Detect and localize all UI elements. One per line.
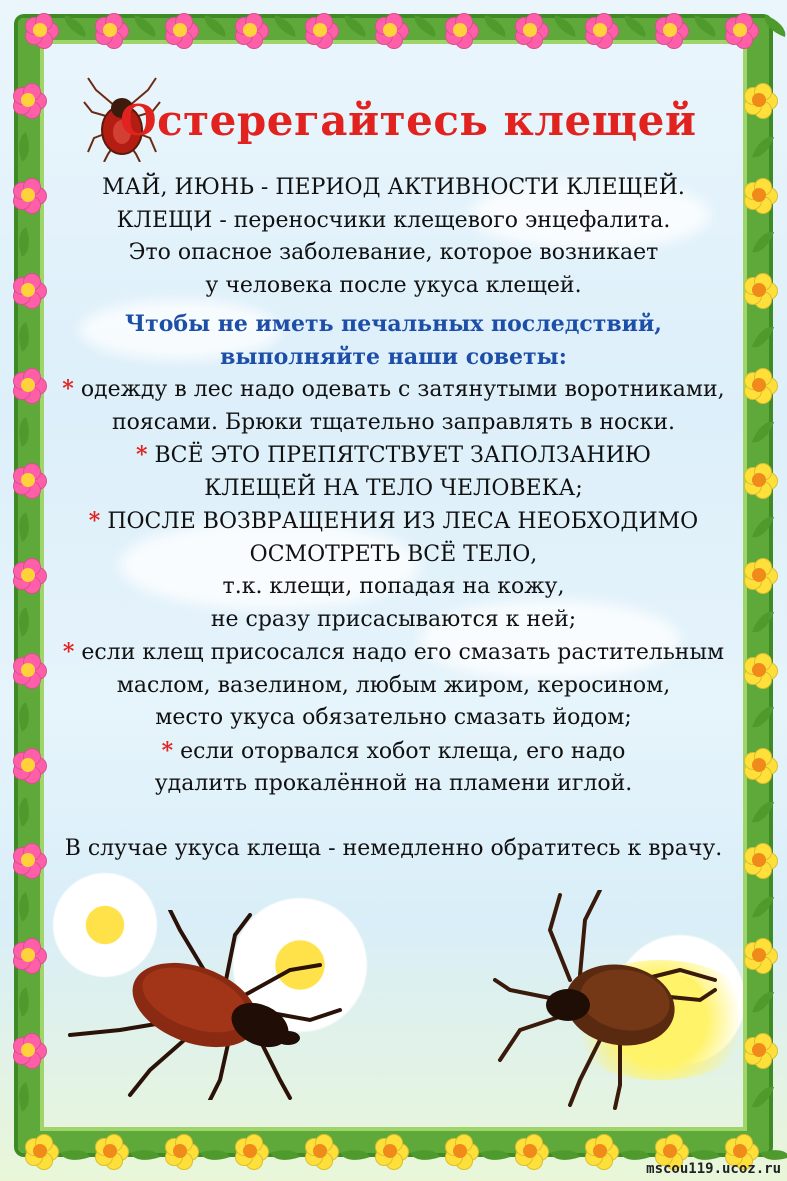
tips-list xyxy=(60,373,727,801)
flower-icon xyxy=(23,13,57,47)
flower-icon xyxy=(11,938,45,972)
tip-line: т.к. клещи, попадая на кожу, xyxy=(222,574,565,599)
flower-icon xyxy=(443,13,477,47)
flower-icon xyxy=(163,13,197,47)
tip-line: удалить прокалённой на пламени иглой. xyxy=(154,771,633,796)
tick-right-image xyxy=(490,890,720,1110)
tip-text: если клещ присосался надо его смазать растительным xyxy=(81,640,725,665)
tip-line: маслом, вазелином, любым жиром, керосином, xyxy=(116,672,671,698)
bullet-asterisk-icon: * xyxy=(161,737,174,764)
intro-line: у человека после укуса клещей. xyxy=(205,272,582,298)
flower-icon xyxy=(163,1134,197,1168)
flower-icon xyxy=(11,1033,45,1067)
tip-line xyxy=(60,735,727,769)
tip-text: ВСЁ ЭТО ПРЕПЯТСТВУЕТ ЗАПОЛЗАНИЮ xyxy=(154,443,652,468)
flower-icon xyxy=(742,938,776,972)
flower-icon xyxy=(742,558,776,592)
advice-heading-line: выполняйте наши советы: xyxy=(220,343,567,370)
flower-icon xyxy=(93,1134,127,1168)
bullet-asterisk-icon: * xyxy=(88,508,101,534)
flower-icon xyxy=(303,1134,337,1168)
intro-block xyxy=(60,172,727,302)
flower-icon xyxy=(742,368,776,402)
tip-line xyxy=(60,636,727,670)
tip-line xyxy=(60,373,727,407)
flower-icon xyxy=(583,13,617,47)
flower-icon xyxy=(93,13,127,47)
flower-icon xyxy=(11,463,45,497)
flower-icon xyxy=(11,558,45,592)
flower-icon xyxy=(11,748,45,782)
flower-icon xyxy=(11,843,45,877)
flower-icon xyxy=(653,13,687,47)
tip-text: если оторвался хобот клеща, его надо xyxy=(180,738,626,764)
tip-line xyxy=(60,505,727,539)
tip-line: ОСМОТРЕТЬ ВСЁ ТЕЛО, xyxy=(249,541,538,567)
flower-icon xyxy=(742,653,776,687)
bullet-asterisk-icon: * xyxy=(62,376,74,402)
flower-icon xyxy=(11,368,45,402)
flower-icon xyxy=(233,13,267,47)
notice-body xyxy=(60,100,727,801)
flower-icon xyxy=(742,463,776,497)
flower-icon xyxy=(513,1134,547,1168)
tip-line: не сразу присасываются к ней; xyxy=(210,606,577,632)
flower-icon xyxy=(11,653,45,687)
flower-icon xyxy=(742,83,776,117)
footer-note: В случае укуса клеща - немедленно обратитесь к врачу. xyxy=(64,836,723,861)
tip-line: место укуса обязательно смазать йодом; xyxy=(155,705,632,730)
tip-line: поясами. Брюки тщательно заправлять в носки. xyxy=(112,409,675,435)
flower-icon xyxy=(583,1134,617,1168)
watermark: mscou119.ucoz.ru xyxy=(646,1161,781,1177)
page-title: Остерегайтесь клещей xyxy=(120,96,697,145)
flower-icon xyxy=(373,13,407,47)
flower-icon xyxy=(303,13,337,47)
bullet-asterisk-icon: * xyxy=(62,639,75,665)
flower-icon xyxy=(742,1033,776,1067)
flower-icon xyxy=(11,273,45,307)
flower-icon xyxy=(443,1134,477,1168)
flower-icon xyxy=(742,178,776,212)
flower-icon xyxy=(233,1134,267,1168)
tip-text: ПОСЛЕ ВОЗВРАЩЕНИЯ ИЗ ЛЕСА НЕОБХОДИМО xyxy=(107,509,699,534)
tip-line xyxy=(60,439,727,473)
intro-line: МАЙ, ИЮНЬ - ПЕРИОД АКТИВНОСТИ КЛЕЩЕЙ. xyxy=(102,175,685,200)
flower-icon xyxy=(742,748,776,782)
intro-line: КЛЕЩИ - переносчики клещевого энцефалита. xyxy=(116,207,671,233)
flower-icon xyxy=(373,1134,407,1168)
flower-icon xyxy=(742,843,776,877)
advice-heading-line: Чтобы не иметь печальных последствий, xyxy=(125,311,662,337)
intro-line: Это опасное заболевание, которое возникает xyxy=(128,240,659,265)
flower-icon xyxy=(723,13,757,47)
advice-heading xyxy=(60,308,727,373)
flower-icon xyxy=(11,83,45,117)
flower-icon xyxy=(513,13,547,47)
tip-line: КЛЕЩЕЙ НА ТЕЛО ЧЕЛОВЕКА; xyxy=(204,475,583,501)
flower-icon xyxy=(742,273,776,307)
flower-icon xyxy=(11,178,45,212)
flower-icon xyxy=(23,1134,57,1168)
tip-text: одежду в лес надо одевать с затянутыми воротниками, xyxy=(80,377,725,402)
tick-left-image xyxy=(60,910,350,1100)
bullet-asterisk-icon: * xyxy=(135,442,148,468)
